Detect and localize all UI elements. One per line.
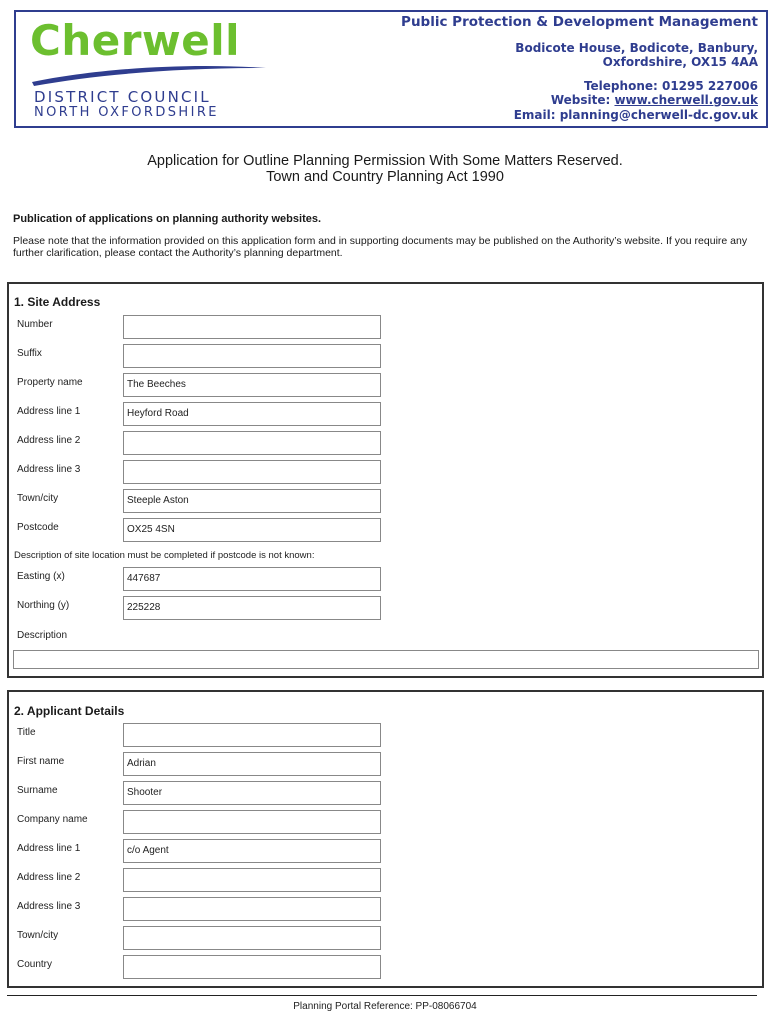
logo-north-oxfordshire: NORTH OXFORDSHIRE	[34, 105, 219, 120]
publication-notice: Please note that the information provided on this application form and in supporting documents may be published on the Authority’s website. If you require any further clarification, please contact the Authority’s planning department.	[13, 235, 748, 259]
address-line-2-field[interactable]	[123, 431, 381, 455]
address-line-2: Oxfordshire, OX15 4AA	[602, 55, 758, 69]
field-label: Title	[17, 727, 36, 738]
field-label: Easting (x)	[17, 571, 65, 582]
address-line-3-field[interactable]	[123, 460, 381, 484]
logo-district-council: DISTRICT COUNCIL	[34, 88, 211, 106]
number-field[interactable]	[123, 315, 381, 339]
first-name-field[interactable]: Adrian	[123, 752, 381, 776]
field-label: Property name	[17, 377, 83, 388]
title-field[interactable]	[123, 723, 381, 747]
description-field[interactable]	[13, 650, 759, 669]
address-line-1: Bodicote House, Bodicote, Banbury,	[515, 40, 758, 55]
email[interactable]: Email: planning@cherwell-dc.gov.uk	[513, 107, 758, 122]
telephone: Telephone: 01295 227006	[583, 78, 758, 93]
field-label: Postcode	[17, 522, 59, 533]
field-label: Description	[17, 630, 68, 641]
field-label: Suffix	[17, 348, 42, 359]
field-label: Address line 1	[17, 843, 81, 854]
council-logo-wordmark: Cherwell	[30, 16, 241, 65]
field-label: Town/city	[17, 930, 59, 941]
publication-heading: Publication of applications on planning authority websites.	[13, 213, 322, 225]
field-label: Address line 1	[17, 406, 81, 417]
town-city-field[interactable]	[123, 926, 381, 950]
field-label: Northing (y)	[17, 600, 70, 611]
website-label: Website:	[550, 93, 615, 107]
field-label: Country	[17, 959, 53, 970]
field-label: Company name	[17, 814, 88, 825]
logo-swoosh-icon	[30, 60, 270, 86]
suffix-field[interactable]	[123, 344, 381, 368]
department-contact-block	[401, 15, 758, 122]
address-line-2-field[interactable]	[123, 868, 381, 892]
website-row	[401, 93, 758, 108]
town-city-field[interactable]: Steeple Aston	[123, 489, 381, 513]
footer-divider	[7, 995, 757, 996]
department-name: Public Protection & Development Management	[401, 14, 758, 30]
address-line-1-field[interactable]: c/o Agent	[123, 839, 381, 863]
company-name-field[interactable]	[123, 810, 381, 834]
field-label: Address line 3	[17, 464, 81, 475]
field-label: Address line 3	[17, 901, 81, 912]
website-link[interactable]: www.cherwell.gov.uk	[614, 93, 758, 107]
property-name-field[interactable]: The Beeches	[123, 373, 381, 397]
surname-field[interactable]: Shooter	[123, 781, 381, 805]
header-banner	[14, 10, 768, 128]
field-label: Number	[17, 319, 53, 330]
site-address-section	[7, 282, 764, 678]
section-title: 2. Applicant Details	[14, 704, 125, 718]
field-label: Surname	[17, 785, 58, 796]
easting-field[interactable]: 447687	[123, 567, 381, 591]
field-label: Town/city	[17, 493, 59, 504]
field-label: First name	[17, 756, 65, 767]
field-label: Address line 2	[17, 435, 81, 446]
applicant-details-section	[7, 690, 764, 988]
field-label: Address line 2	[17, 872, 81, 883]
section-title: 1. Site Address	[14, 295, 101, 309]
postcode-field[interactable]: OX25 4SN	[123, 518, 381, 542]
northing-field[interactable]: 225228	[123, 596, 381, 620]
address-line-1-field[interactable]: Heyford Road	[123, 402, 381, 426]
planning-portal-reference: Planning Portal Reference: PP-08066704	[293, 1001, 477, 1012]
address-line-3-field[interactable]	[123, 897, 381, 921]
country-field[interactable]	[123, 955, 381, 979]
location-note: Description of site location must be completed if postcode is not known:	[14, 550, 315, 561]
form-subtitle: Town and Country Planning Act 1990	[266, 169, 504, 185]
form-title: Application for Outline Planning Permission With Some Matters Reserved.	[147, 153, 623, 169]
